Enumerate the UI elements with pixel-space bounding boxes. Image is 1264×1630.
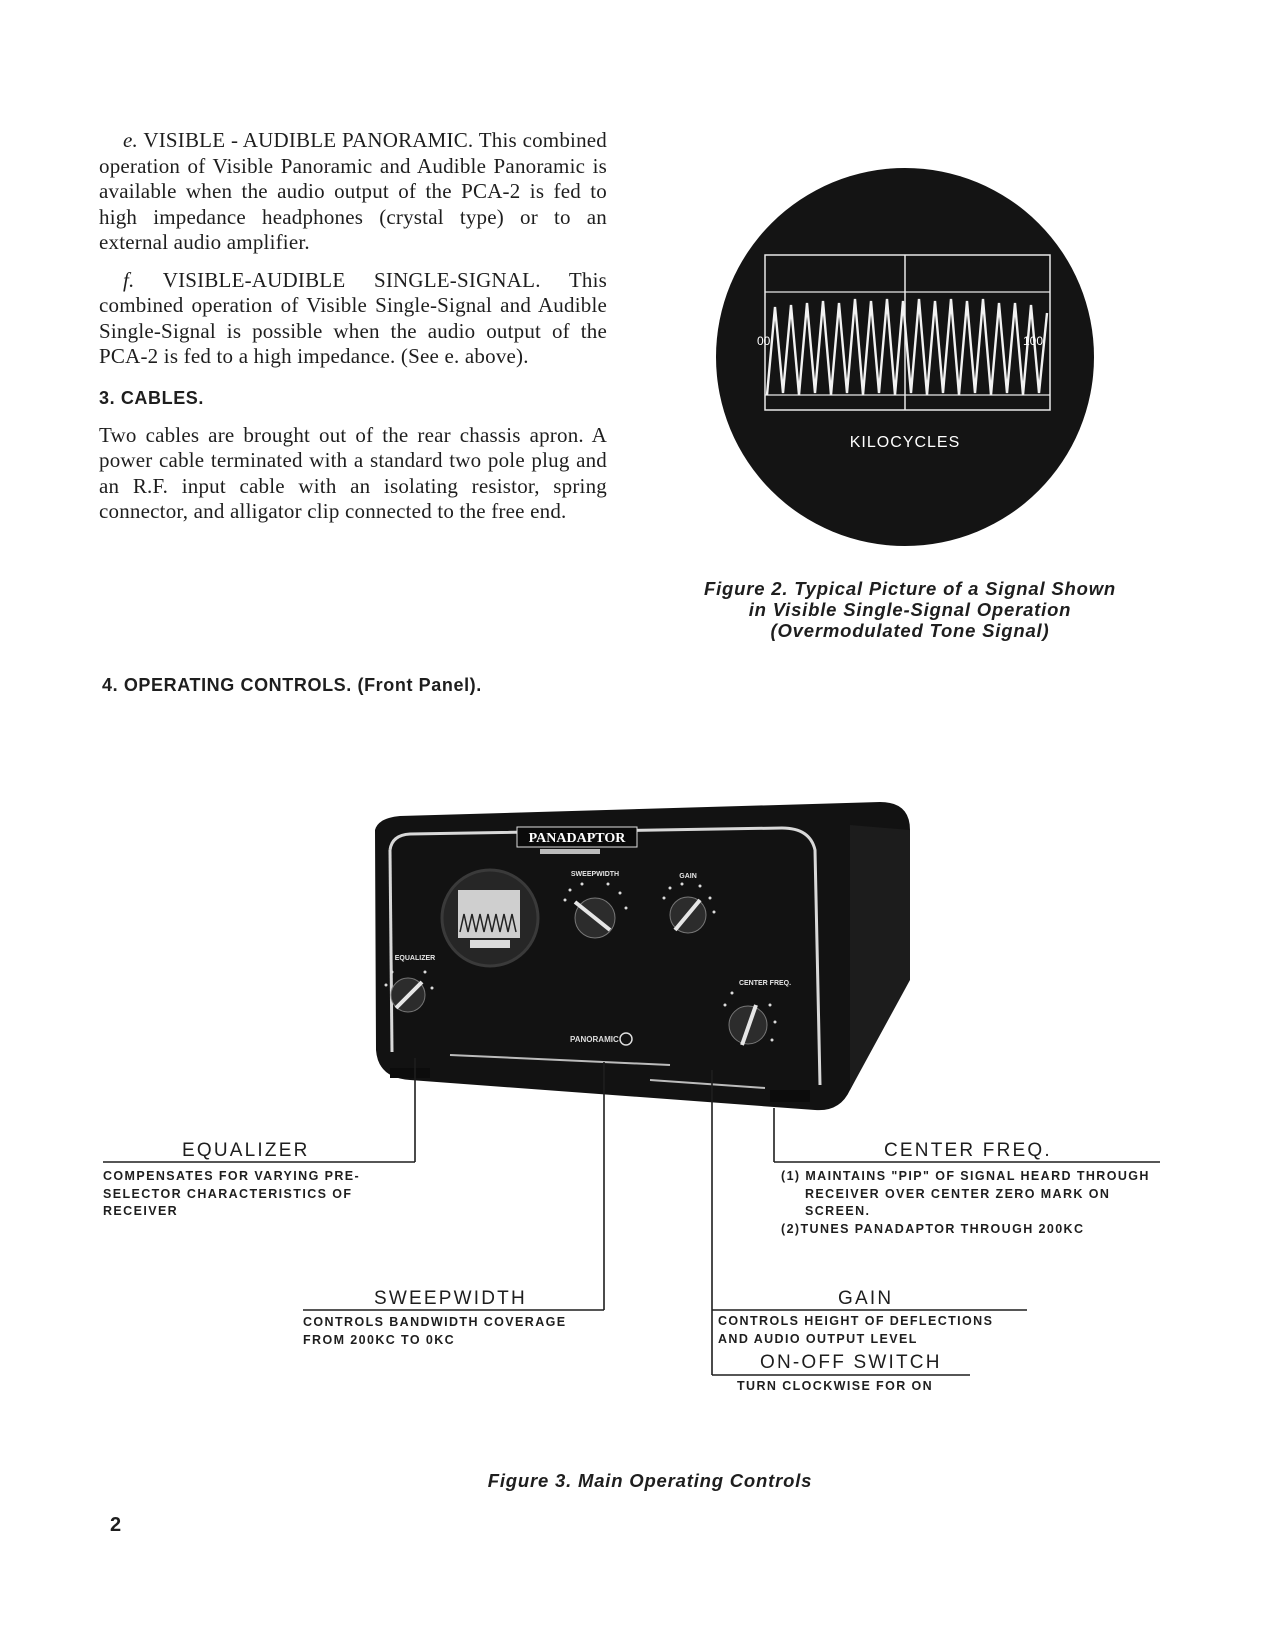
callout-desc-line: CONTROLS BANDWIDTH COVERAGE bbox=[303, 1315, 567, 1329]
figure-2-caption-line: in Visible Single-Signal Operation bbox=[748, 599, 1072, 620]
callout-desc-line: RECEIVER OVER CENTER ZERO MARK ON bbox=[805, 1186, 1111, 1201]
callout-sweepwidth-title: SWEEPWIDTH bbox=[374, 1288, 527, 1309]
callout-equalizer-desc bbox=[103, 1168, 360, 1221]
callout-desc-line: (1) MAINTAINS "PIP" OF SIGNAL HEARD THROUGH bbox=[781, 1169, 1150, 1183]
nameplate-text: PANADAPTOR bbox=[528, 831, 626, 846]
scope-scale-right: 100 bbox=[1023, 334, 1044, 348]
scope-scale-left: 00 bbox=[757, 334, 771, 348]
paragraph-f-text: VISIBLE-AUDIBLE SINGLE-SIGNAL. This combined operation of Visible Single-Signal and Audible Single-Signal is possible when the audio output of the PCA-2 is fed to a high impedance. (See e. above). bbox=[99, 267, 607, 368]
callout-sweepwidth-desc bbox=[303, 1314, 567, 1349]
callout-desc-line: TURN CLOCKWISE FOR ON bbox=[737, 1379, 934, 1393]
gain-dial-label: GAIN bbox=[679, 873, 697, 880]
figure-2-caption-line: Figure 2. Typical Picture of a Signal Shown bbox=[703, 578, 1116, 599]
callout-gain-title: GAIN bbox=[838, 1288, 894, 1309]
callout-center-freq-title: CENTER FREQ. bbox=[884, 1140, 1052, 1161]
paragraph-e-text: VISIBLE - AUDIBLE PANORAMIC. This combined operation of Visible Panoramic and Audible Panoramic is available when the audio output of the PCA-2 is fed to high impedance headphones (crystal type) or to an external audio amplifier. bbox=[99, 128, 607, 254]
callout-on-off-title: ON-OFF SWITCH bbox=[760, 1352, 942, 1373]
paragraph-cables: Two cables are brought out of the rear chassis apron. A power cable terminated with a standard two pole plug and an R.F. input cable with an isolating resistor, spring connector, and alligator clip connected to the free end. bbox=[99, 422, 607, 523]
callout-desc-line: RECEIVER bbox=[103, 1204, 179, 1218]
sweepwidth-dial-label: SWEEPWIDTH bbox=[570, 871, 620, 878]
callout-desc-line: (2)TUNES PANADAPTOR THROUGH 200KC bbox=[781, 1221, 1085, 1236]
callout-on-off-desc bbox=[737, 1378, 933, 1396]
page-number: 2 bbox=[110, 1514, 122, 1536]
callout-equalizer-title: EQUALIZER bbox=[182, 1140, 310, 1161]
section-heading-operating-controls: 4. OPERATING CONTROLS. (Front Panel). bbox=[102, 675, 482, 695]
item-letter-f: f. bbox=[123, 267, 135, 292]
callout-gain-desc bbox=[718, 1313, 993, 1348]
equalizer-dial-label: EQUALIZER bbox=[394, 955, 436, 962]
callout-desc-line: COMPENSATES FOR VARYING PRE- bbox=[103, 1169, 361, 1183]
section-heading-cables: 3. CABLES. bbox=[99, 387, 205, 408]
callout-desc-line: SELECTOR CHARACTERISTICS OF bbox=[103, 1186, 353, 1201]
scope-axis-label: KILOCYCLES bbox=[849, 434, 961, 451]
callout-desc-line: FROM 200KC TO 0KC bbox=[303, 1332, 456, 1347]
center-freq-dial-label: CENTER FREQ. bbox=[738, 980, 792, 987]
callout-desc-line: CONTROLS HEIGHT OF DEFLECTIONS bbox=[718, 1314, 994, 1328]
brand-logo-text: PANORAMIC bbox=[570, 1035, 619, 1044]
callout-desc-line: SCREEN. bbox=[805, 1204, 871, 1218]
callout-center-freq-desc bbox=[781, 1168, 1150, 1238]
figure-3-caption: Figure 3. Main Operating Controls bbox=[487, 1470, 813, 1491]
callout-desc-line: AND AUDIO OUTPUT LEVEL bbox=[718, 1331, 918, 1346]
figure-2-caption-line: (Overmodulated Tone Signal) bbox=[770, 620, 1050, 641]
item-letter-e: e. bbox=[123, 128, 138, 152]
